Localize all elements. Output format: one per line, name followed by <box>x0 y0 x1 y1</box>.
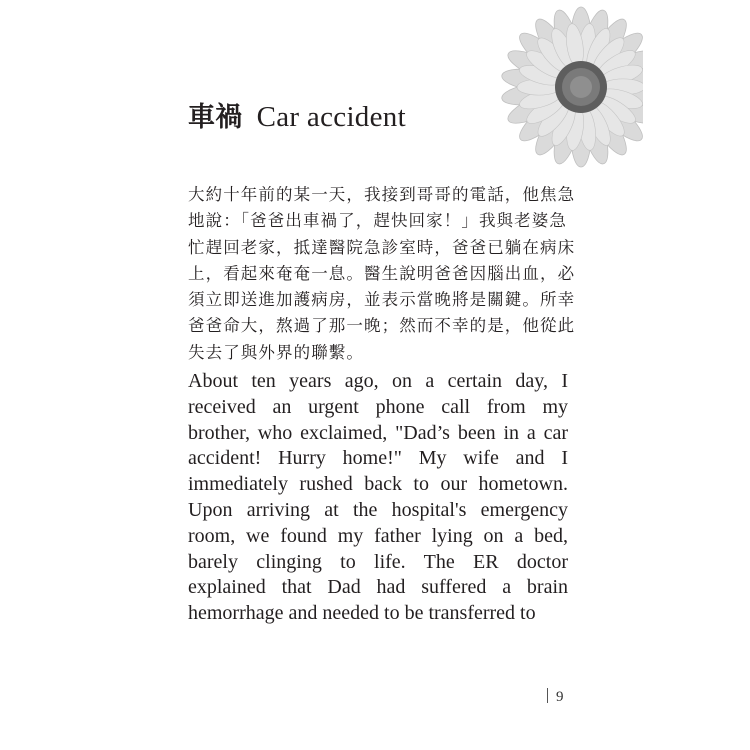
chinese-line: 地說：「爸爸出車禍了，趕快回家！」我與老婆急 <box>188 211 567 231</box>
chinese-line: 忙趕回老家，抵達醫院急診室時，爸爸已躺在病床 <box>188 237 576 257</box>
chinese-paragraph <box>188 182 576 366</box>
english-line: Upon arriving at the hospital's emergency <box>188 498 568 521</box>
chinese-line: 失去了與外界的聯繫。 <box>188 342 364 362</box>
english-line: received an urgent phone call from my <box>188 395 568 418</box>
english-line: About ten years ago, on a certain day, I <box>188 370 568 392</box>
english-line: explained that Dad had suffered a brain <box>188 576 568 599</box>
english-line: barely clinging to life. The ER doctor <box>188 550 568 573</box>
chinese-line: 爸爸命大，熬過了那一晚；然而不幸的是，他從此 <box>188 316 576 336</box>
page-number-value: 9 <box>556 689 564 705</box>
english-line: brother, who exclaimed, "Dad’s been in a car <box>188 421 568 444</box>
chinese-line: 大約十年前的某一天，我接到哥哥的電話，他焦急 <box>188 185 576 204</box>
page-number <box>547 688 564 706</box>
page-number-divider <box>547 688 548 703</box>
sunflower-icon <box>493 2 643 172</box>
english-line: hemorrhage and needed to be transferred to <box>188 602 536 625</box>
chinese-line: 須立即送進加護病房，並表示當晚將是關鍵。所幸 <box>188 290 576 310</box>
title-english: Car accident <box>256 101 406 133</box>
english-paragraph <box>188 369 568 627</box>
chinese-line: 上，看起來奄奄一息。醫生說明爸爸因腦出血，必 <box>188 263 576 283</box>
english-line: immediately rushed back to our hometown. <box>188 473 568 496</box>
chapter-title <box>188 95 406 134</box>
title-chinese: 車禍 <box>188 102 243 133</box>
english-line: accident! Hurry home!" My wife and I <box>188 447 568 470</box>
english-line: room, we found my father lying on a bed, <box>188 524 568 547</box>
